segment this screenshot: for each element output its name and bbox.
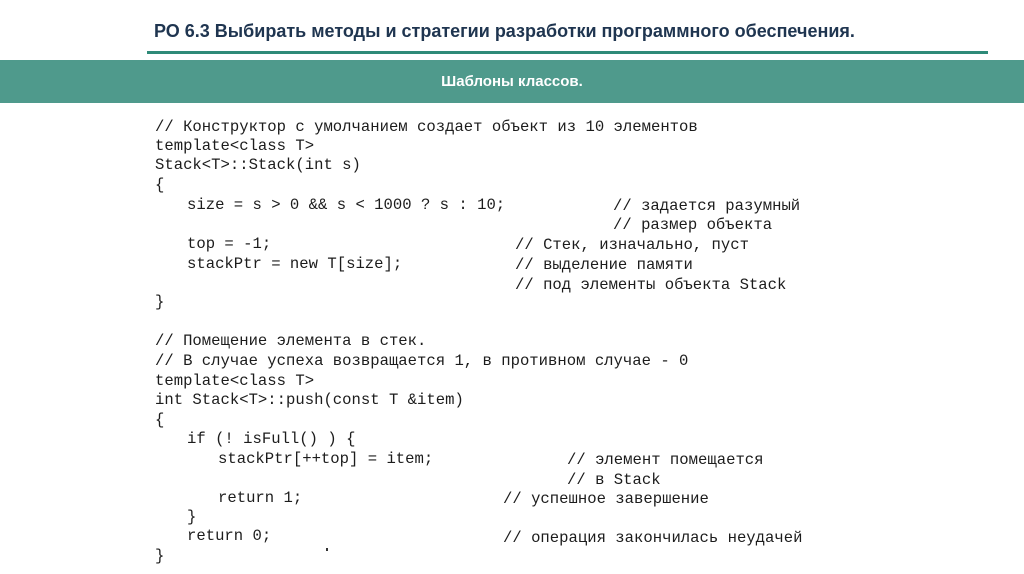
title-divider: [147, 51, 988, 54]
code-line: template<class T>: [155, 137, 315, 155]
code-comment: // размер объекта: [613, 216, 773, 234]
section-title: Шаблоны классов.: [441, 73, 583, 90]
code-comment: // успешное завершение: [503, 490, 709, 508]
code-comment: // выделение памяти: [515, 256, 693, 274]
code-line: stackPtr = new T[size];: [187, 255, 403, 273]
code-line: }: [187, 508, 197, 526]
code-comment: // в Stack: [567, 471, 661, 489]
code-line: return 1;: [218, 489, 303, 507]
code-line: return 0;: [187, 527, 272, 545]
code-line: }: [155, 293, 165, 311]
code-comment: // под элементы объекта Stack: [515, 276, 787, 294]
code-line: template<class T>: [155, 372, 315, 390]
code-line: {: [155, 176, 165, 194]
code-line: // Конструктор с умолчанием создает объект из 10 элементов: [155, 118, 698, 136]
code-comment: // операция закончилась неудачей: [503, 529, 803, 547]
code-line: stackPtr[++top] = item;: [218, 450, 434, 468]
code-line: top = -1;: [187, 235, 272, 253]
code-comment: // задается разумный: [613, 197, 801, 215]
code-line: size = s > 0 && s < 1000 ? s : 10;: [187, 196, 506, 214]
code-line: // В случае успеха возвращается 1, в противном случае - 0: [155, 352, 689, 370]
code-line: Stack<T>::Stack(int s): [155, 156, 361, 174]
code-line: if (! isFull() ) {: [187, 430, 356, 448]
code-comment: // элемент помещается: [567, 451, 764, 469]
code-line: {: [155, 411, 165, 429]
code-comment: // Стек, изначально, пуст: [515, 236, 749, 254]
stray-mark: [326, 548, 328, 551]
slide-title: РО 6.3 Выбирать методы и стратегии разработки программного обеспечения.: [154, 21, 855, 41]
code-line: int Stack<T>::push(const T &item): [155, 391, 464, 409]
code-line: // Помещение элемента в стек.: [155, 332, 427, 350]
code-line: }: [155, 547, 165, 565]
